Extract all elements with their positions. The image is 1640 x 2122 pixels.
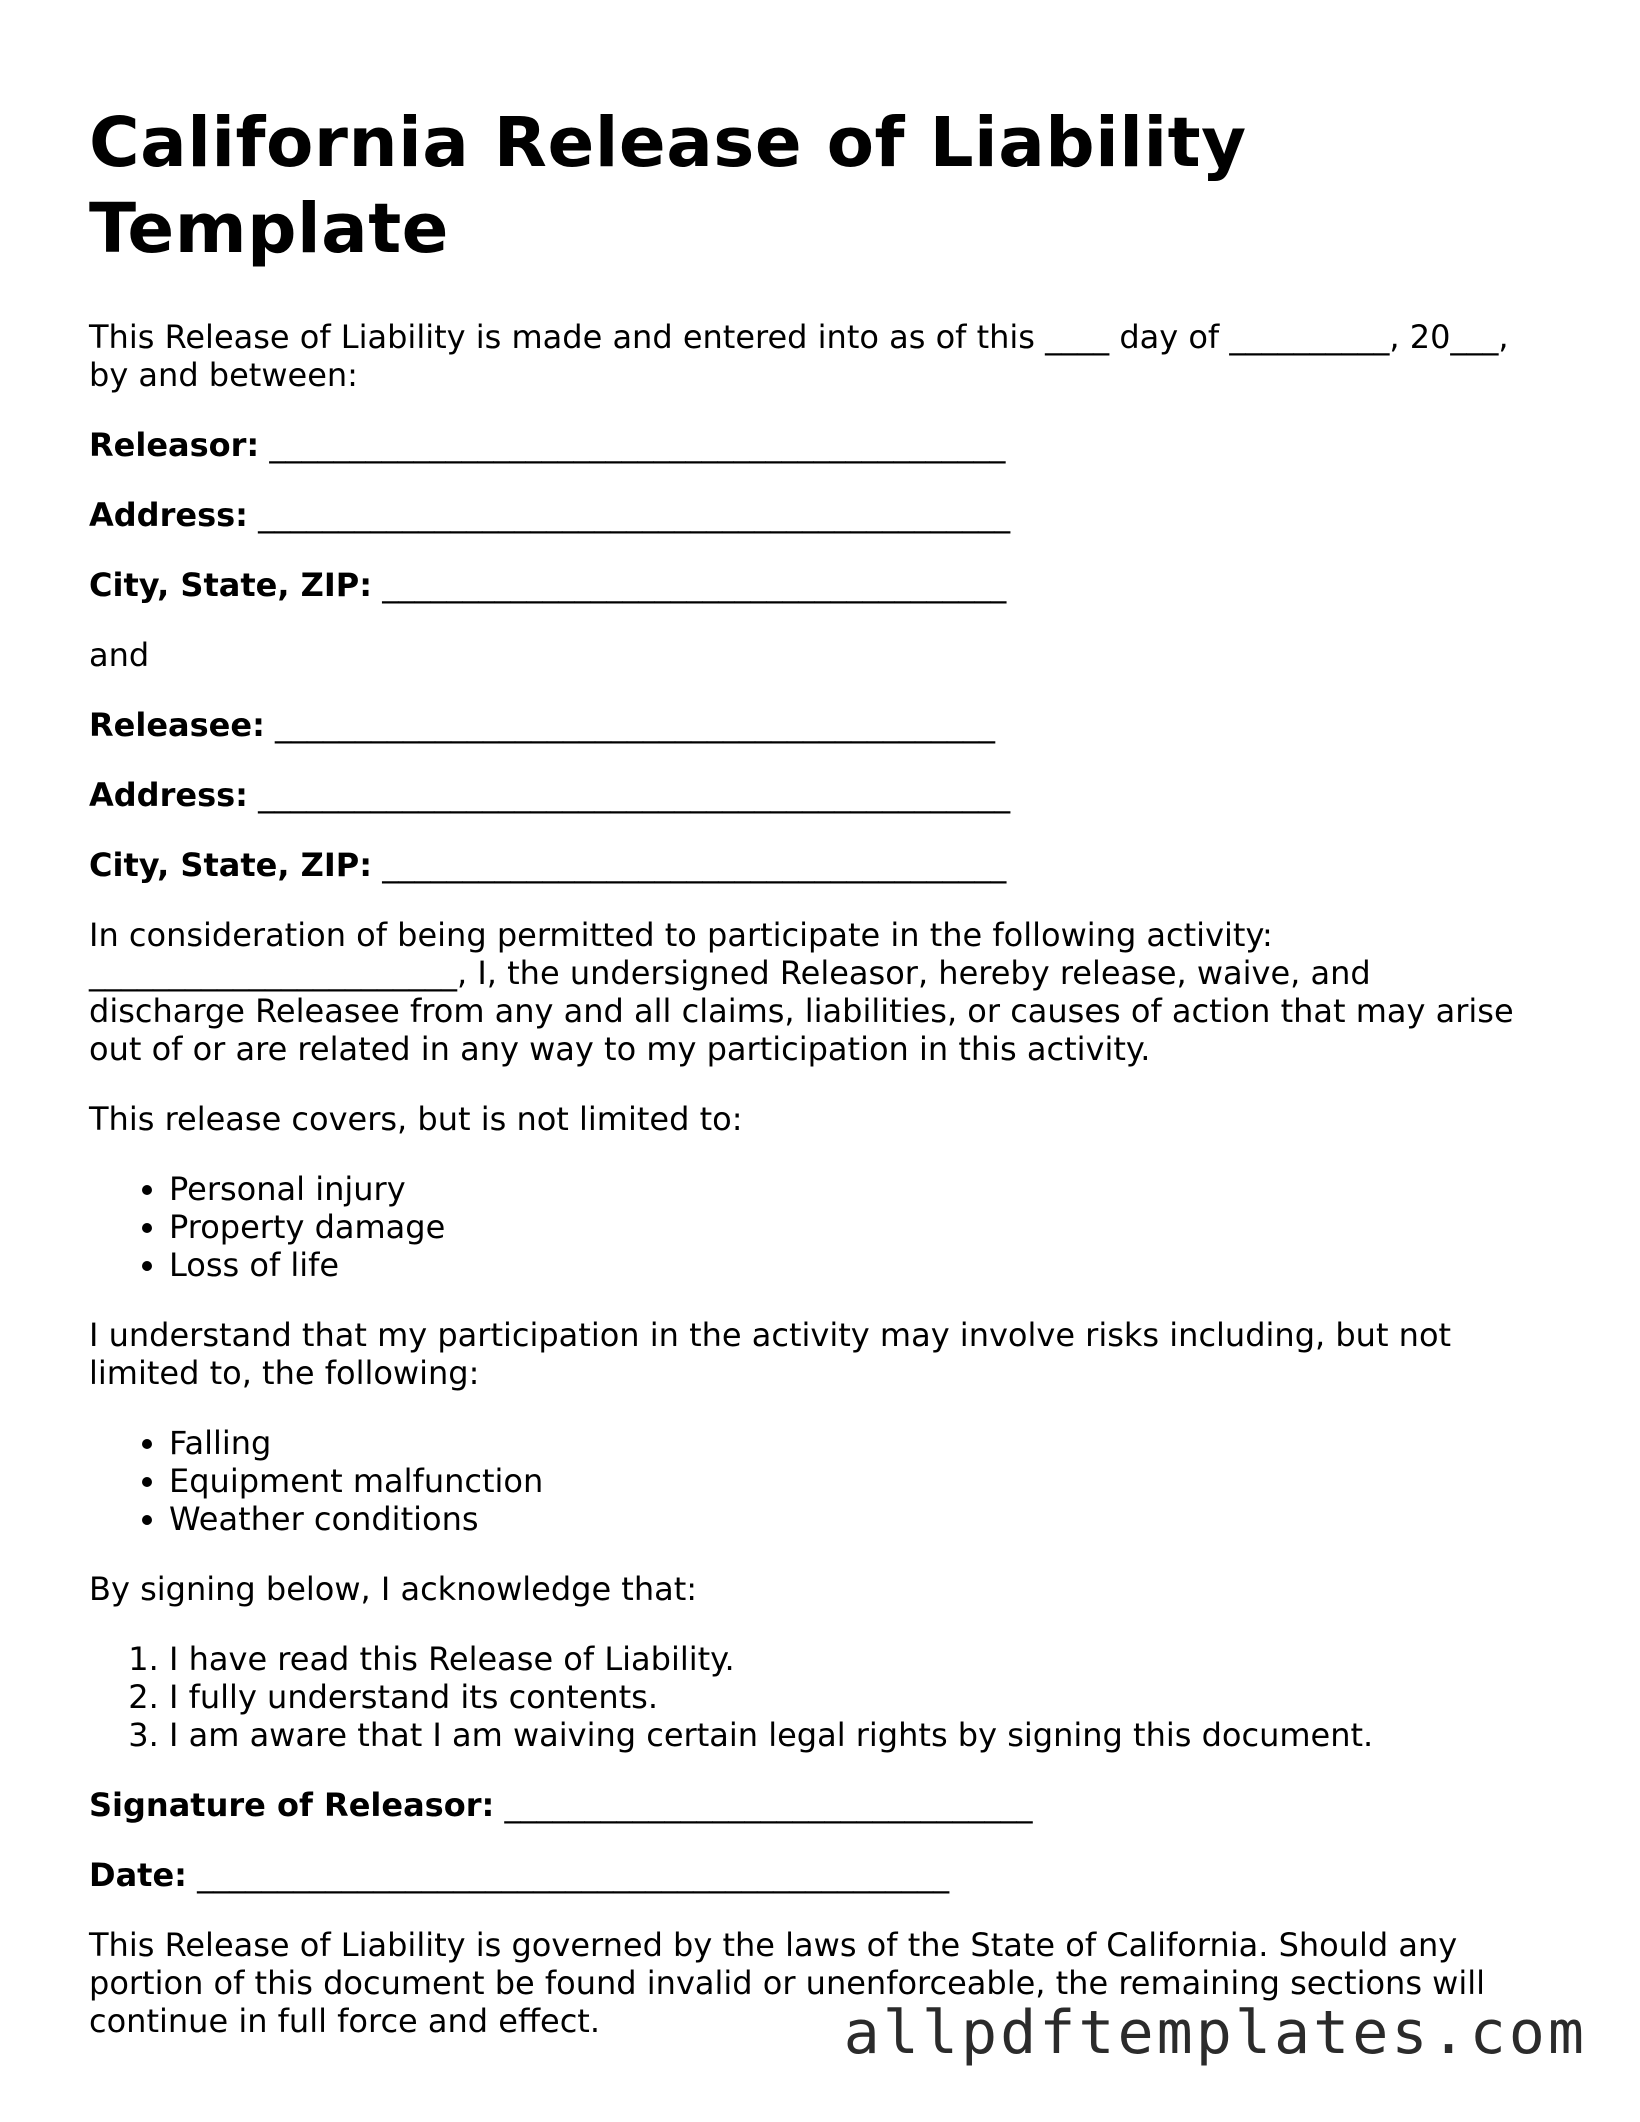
releasee-city-blank: _______________________________________	[382, 846, 1007, 884]
covers-list	[89, 1170, 1529, 1284]
list-item: 3. I am aware that I am waiving certain legal rights by signing this document.	[169, 1716, 1529, 1754]
intro-paragraph: This Release of Liability is made and entered into as of this ____ day of __________, 20___, by and between:	[89, 318, 1509, 394]
acknowledge-list	[89, 1640, 1529, 1754]
date-field	[89, 1856, 1529, 1894]
covers-intro: This release covers, but is not limited to:	[89, 1100, 743, 1138]
and-text: and	[89, 636, 150, 674]
risks-intro: I understand that my participation in the activity may involve risks including, but not limited to, the following:	[89, 1316, 1452, 1392]
releasor-city-blank: _______________________________________	[382, 566, 1007, 604]
releasor-city-label: City, State, ZIP:	[89, 566, 373, 604]
consideration-paragraph: In consideration of being permitted to participate in the following activity: _______________________, I, the undersigned Releasor, hereby release, waive, and discharge Releasee from any and all claims, liabilities, or causes of action that may arise out of or are related in any way to my participation in this activity.	[89, 916, 1514, 1068]
site-watermark: allpdftemplates.com	[843, 1998, 1587, 2068]
list-item: 1. I have read this Release of Liability.	[169, 1640, 1529, 1678]
list-item: 2. I fully understand its contents.	[169, 1678, 1529, 1716]
list-item: • Personal injury	[169, 1170, 1529, 1208]
date-blank: _______________________________________________	[197, 1856, 950, 1894]
releasor-address-label: Address:	[89, 496, 248, 534]
document-title: California Release of Liability Template	[89, 103, 1247, 269]
acknowledge-intro: By signing below, I acknowledge that:	[89, 1570, 698, 1608]
list-item: • Equipment malfunction	[169, 1462, 1529, 1500]
releasor-label: Releasor:	[89, 426, 260, 464]
releasee-city-label: City, State, ZIP:	[89, 846, 373, 884]
date-label: Date:	[89, 1856, 187, 1894]
releasor-blank: ______________________________________________	[269, 426, 1006, 464]
releasee-label: Releasee:	[89, 706, 265, 744]
releasee-address-blank: _______________________________________________	[258, 776, 1011, 814]
list-item: • Property damage	[169, 1208, 1529, 1246]
releasee-address-label: Address:	[89, 776, 248, 814]
risks-list	[89, 1424, 1529, 1538]
signature-blank: _________________________________	[504, 1786, 1033, 1824]
signature-field	[89, 1786, 1529, 1824]
releasee-blank: _____________________________________________	[275, 706, 996, 744]
releasor-field	[89, 426, 1529, 464]
releasor-address-blank: _______________________________________________	[258, 496, 1011, 534]
releasor-city-field	[89, 566, 1529, 604]
releasee-city-field	[89, 846, 1529, 884]
releasor-address-field	[89, 496, 1529, 534]
list-item: • Falling	[169, 1424, 1529, 1462]
list-item: • Loss of life	[169, 1246, 1529, 1284]
releasee-address-field	[89, 776, 1529, 814]
document-page	[89, 100, 1529, 2040]
signature-label: Signature of Releasor:	[89, 1786, 495, 1824]
releasee-field	[89, 706, 1529, 744]
list-item: • Weather conditions	[169, 1500, 1529, 1538]
governing-paragraph: This Release of Liability is governed by the laws of the State of California. Should any portion of this document be found invalid or unenforceable, the remaining sections will continue in full force and effect.	[89, 1926, 1485, 2040]
